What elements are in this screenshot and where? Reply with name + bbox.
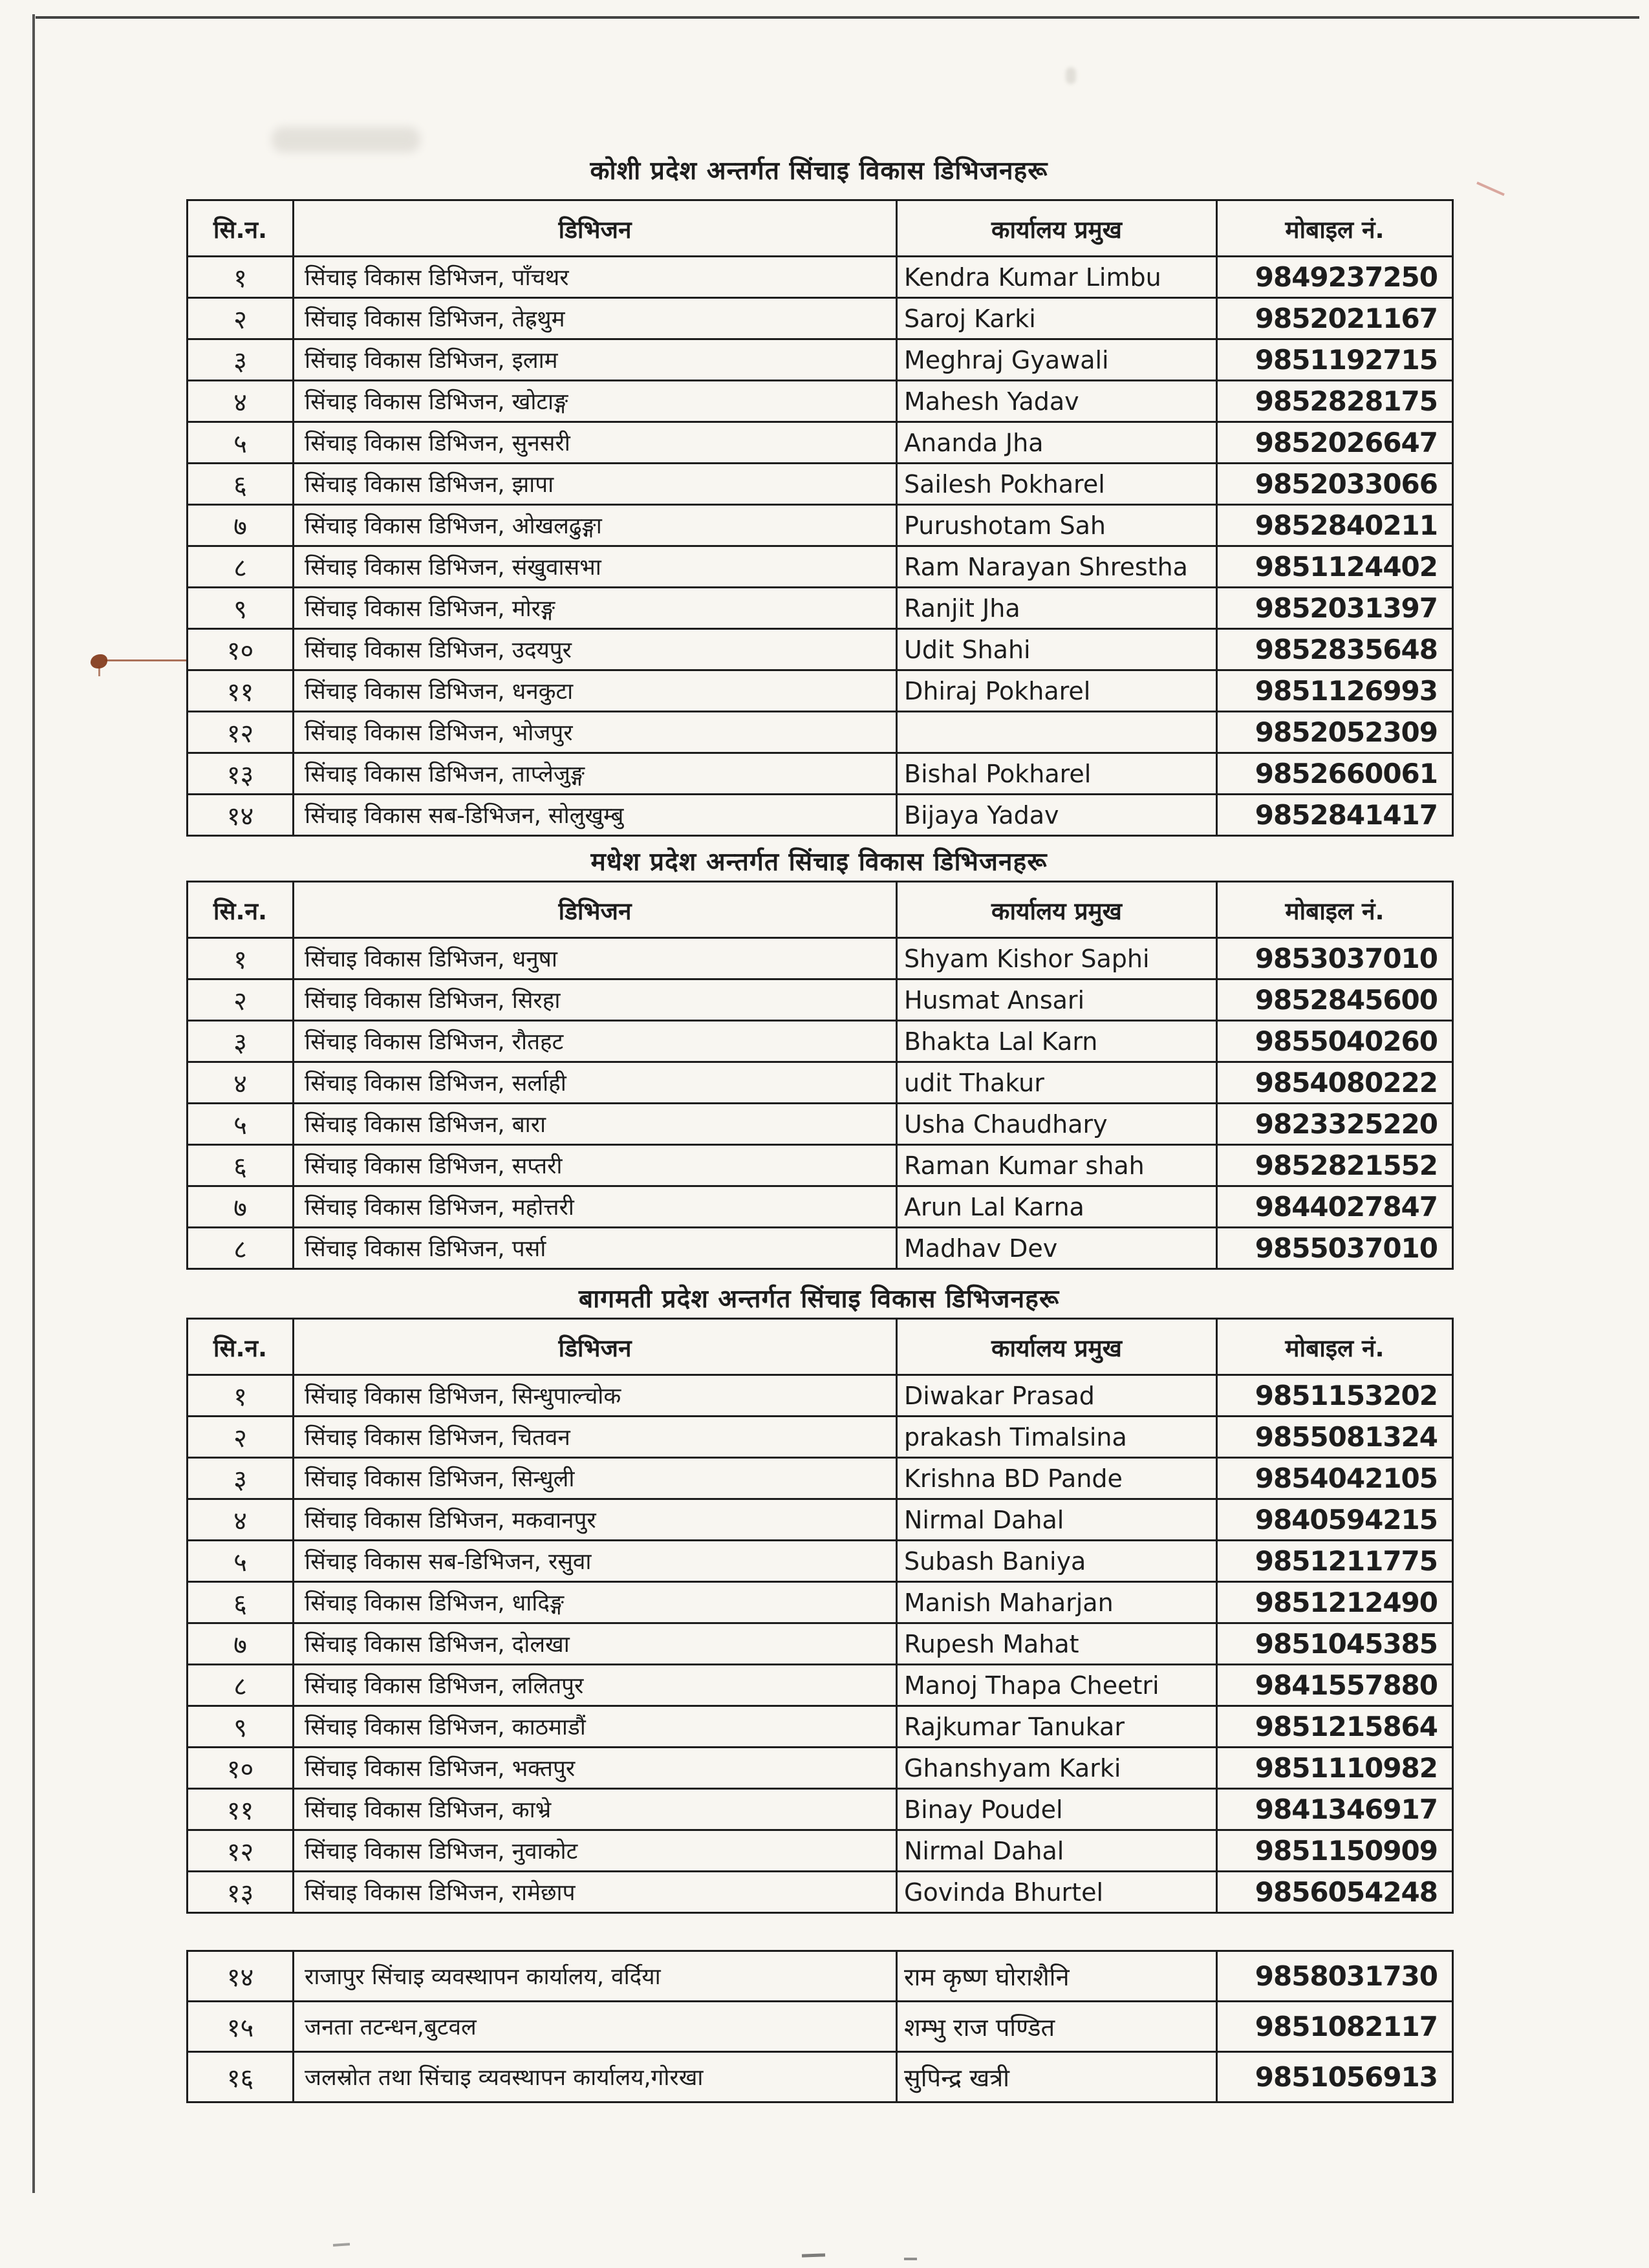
- table-row: [188, 1145, 1453, 1186]
- cell-sn: ३: [188, 1021, 294, 1062]
- cell-chief: Shyam Kishor Saphi: [897, 938, 1217, 979]
- table-row: [188, 546, 1453, 588]
- cell-sn: ६: [188, 464, 294, 505]
- table-row: [188, 1021, 1453, 1062]
- cell-chief: Binay Poudel: [897, 1789, 1217, 1830]
- table-row: [188, 1706, 1453, 1748]
- cell-sn: ११: [188, 1789, 294, 1830]
- cell-mobile: 9851056913: [1217, 2052, 1453, 2102]
- scan-speck: [333, 2243, 350, 2247]
- header-office-chief: कार्यालय प्रमुख: [897, 882, 1217, 938]
- pen-mark-blob: [91, 654, 107, 669]
- header-mobile-number: मोबाइल नं.: [1217, 1319, 1453, 1375]
- cell-division: सिंचाइ विकास डिभिजन, भक्तपुर: [294, 1748, 897, 1789]
- cell-sn: ९: [188, 588, 294, 629]
- koshi-table-body: [188, 257, 1453, 836]
- cell-division: सिंचाइ विकास डिभिजन, धनकुटा: [294, 670, 897, 712]
- cell-mobile: 9858031730: [1217, 1951, 1453, 2002]
- cell-chief: Diwakar Prasad: [897, 1375, 1217, 1417]
- cell-mobile: 9855081324: [1217, 1417, 1453, 1458]
- cell-division: सिंचाइ विकास डिभिजन, महोत्तरी: [294, 1186, 897, 1228]
- cell-chief: Rupesh Mahat: [897, 1623, 1217, 1665]
- cell-chief: राम कृष्ण घोराशैनि: [897, 1951, 1217, 2002]
- cell-division: सिंचाइ विकास डिभिजन, इलाम: [294, 339, 897, 381]
- cell-chief: Madhav Dev: [897, 1228, 1217, 1269]
- cell-mobile: 9854042105: [1217, 1458, 1453, 1499]
- cell-chief: Kendra Kumar Limbu: [897, 257, 1217, 298]
- cell-division: सिंचाइ विकास सब-डिभिजन, रसुवा: [294, 1541, 897, 1582]
- cell-mobile: 9851124402: [1217, 546, 1453, 588]
- madhesh-table-body: [188, 938, 1453, 1269]
- table-row: [188, 1748, 1453, 1789]
- cell-division: सिंचाइ विकास डिभिजन, सप्तरी: [294, 1145, 897, 1186]
- cell-division: सिंचाइ विकास डिभिजन, धनुषा: [294, 938, 897, 979]
- cell-division: सिंचाइ विकास डिभिजन, काठमाडौं: [294, 1706, 897, 1748]
- header-division: डिभिजन: [294, 200, 897, 257]
- pen-mark-line: [105, 659, 188, 661]
- cell-mobile: 9849237250: [1217, 257, 1453, 298]
- table-row: [188, 670, 1453, 712]
- table-row: [188, 505, 1453, 546]
- cell-sn: १६: [188, 2052, 294, 2102]
- cell-mobile: 9841557880: [1217, 1665, 1453, 1706]
- cell-mobile: 9855040260: [1217, 1021, 1453, 1062]
- table-row: [188, 1872, 1453, 1913]
- cell-division: सिंचाइ विकास डिभिजन, सिन्धुपाल्चोक: [294, 1375, 897, 1417]
- cell-chief: Mahesh Yadav: [897, 381, 1217, 422]
- cell-mobile: 9851212490: [1217, 1582, 1453, 1623]
- cell-sn: ७: [188, 1186, 294, 1228]
- document-content: [186, 149, 1452, 2103]
- koshi-table-title: कोशी प्रदेश अन्तर्गत सिंचाइ विकास डिभिजनहरू: [590, 156, 1048, 186]
- cell-chief: Ghanshyam Karki: [897, 1748, 1217, 1789]
- cell-mobile: 9851045385: [1217, 1623, 1453, 1665]
- table-row: [188, 2002, 1453, 2052]
- cell-chief: Govinda Bhurtel: [897, 1872, 1217, 1913]
- cell-sn: ४: [188, 1062, 294, 1104]
- cell-sn: १: [188, 257, 294, 298]
- cell-mobile: 9844027847: [1217, 1186, 1453, 1228]
- cell-mobile: 9852828175: [1217, 381, 1453, 422]
- cell-chief: Rajkumar Tanukar: [897, 1706, 1217, 1748]
- scan-speck: [904, 2258, 917, 2260]
- cell-chief: Usha Chaudhary: [897, 1104, 1217, 1145]
- pen-mark-drip: [98, 666, 100, 676]
- table-row: [188, 938, 1453, 979]
- cell-chief: Bijaya Yadav: [897, 795, 1217, 836]
- cell-division: सिंचाइ विकास डिभिजन, रौतहट: [294, 1021, 897, 1062]
- table-row: [188, 979, 1453, 1021]
- cell-sn: १२: [188, 712, 294, 753]
- table-row: [188, 1541, 1453, 1582]
- cell-sn: २: [188, 298, 294, 339]
- header-serial-number: सि.न.: [188, 882, 294, 938]
- cell-division: सिंचाइ विकास डिभिजन, तेह्रथुम: [294, 298, 897, 339]
- cell-chief: Arun Lal Karna: [897, 1186, 1217, 1228]
- table-row: [188, 422, 1453, 464]
- table-row: [188, 1186, 1453, 1228]
- table-row: [188, 1499, 1453, 1541]
- table-row: [188, 257, 1453, 298]
- cell-sn: १०: [188, 629, 294, 670]
- cell-division: सिंचाइ विकास डिभिजन, बारा: [294, 1104, 897, 1145]
- cell-mobile: 9852835648: [1217, 629, 1453, 670]
- header-division: डिभिजन: [294, 882, 897, 938]
- section-other-offices: [186, 1950, 1452, 2103]
- madhesh-table-title: मधेश प्रदेश अन्तर्गत सिंचाइ विकास डिभिजनहरू: [590, 847, 1048, 877]
- bagmati-table-title: बागमती प्रदेश अन्तर्गत सिंचाइ विकास डिभिजनहरू: [578, 1284, 1060, 1314]
- cell-division: सिंचाइ विकास डिभिजन, उदयपुर: [294, 629, 897, 670]
- cell-mobile: 9840594215: [1217, 1499, 1453, 1541]
- cell-division: सिंचाइ विकास सब-डिभिजन, सोलुखुम्बु: [294, 795, 897, 836]
- cell-mobile: 9854080222: [1217, 1062, 1453, 1104]
- table-row: [188, 1830, 1453, 1872]
- cell-mobile: 9851150909: [1217, 1830, 1453, 1872]
- table-row: [188, 381, 1453, 422]
- cell-mobile: 9851126993: [1217, 670, 1453, 712]
- cell-chief: Meghraj Gyawali: [897, 339, 1217, 381]
- cell-mobile: 9823325220: [1217, 1104, 1453, 1145]
- cell-chief: Husmat Ansari: [897, 979, 1217, 1021]
- cell-sn: १२: [188, 1830, 294, 1872]
- cell-sn: ५: [188, 1541, 294, 1582]
- cell-sn: १५: [188, 2002, 294, 2052]
- cell-sn: १४: [188, 795, 294, 836]
- cell-sn: १४: [188, 1951, 294, 2002]
- table-row: [188, 1375, 1453, 1417]
- cell-sn: ८: [188, 546, 294, 588]
- cell-mobile: 9852033066: [1217, 464, 1453, 505]
- cell-chief: Subash Baniya: [897, 1541, 1217, 1582]
- cell-division: सिंचाइ विकास डिभिजन, भोजपुर: [294, 712, 897, 753]
- header-mobile-number: मोबाइल नं.: [1217, 200, 1453, 257]
- cell-division: सिंचाइ विकास डिभिजन, सुनसरी: [294, 422, 897, 464]
- cell-division: सिंचाइ विकास डिभिजन, संखुवासभा: [294, 546, 897, 588]
- cell-chief: Manoj Thapa Cheetri: [897, 1665, 1217, 1706]
- cell-chief: Bhakta Lal Karn: [897, 1021, 1217, 1062]
- section-bagmati: [186, 1280, 1452, 1914]
- cell-sn: ५: [188, 1104, 294, 1145]
- cell-sn: ६: [188, 1582, 294, 1623]
- cell-chief: Ranjit Jha: [897, 588, 1217, 629]
- red-pen-tick: [1476, 182, 1505, 196]
- header-mobile-number: मोबाइल नं.: [1217, 882, 1453, 938]
- cell-mobile: 9853037010: [1217, 938, 1453, 979]
- bagmati-header-row: [188, 1319, 1453, 1375]
- table-row: [188, 795, 1453, 836]
- cell-sn: ७: [188, 1623, 294, 1665]
- section-madhesh: [186, 843, 1452, 1270]
- cell-mobile: 9841346917: [1217, 1789, 1453, 1830]
- other-offices-table-body: [188, 1951, 1453, 2102]
- cell-division: जलस्रोत तथा सिंचाइ व्यवस्थापन कार्यालय,गोरखा: [294, 2052, 897, 2102]
- koshi-table: [186, 199, 1454, 837]
- cell-mobile: 9851211775: [1217, 1541, 1453, 1582]
- cell-sn: ११: [188, 670, 294, 712]
- cell-division: सिंचाइ विकास डिभिजन, काभ्रे: [294, 1789, 897, 1830]
- cell-mobile: 9852821552: [1217, 1145, 1453, 1186]
- cell-division: सिंचाइ विकास डिभिजन, ताप्लेजुङ्ग: [294, 753, 897, 795]
- table-row: [188, 629, 1453, 670]
- cell-chief: Nirmal Dahal: [897, 1499, 1217, 1541]
- header-office-chief: कार्यालय प्रमुख: [897, 200, 1217, 257]
- scan-edge-line-left: [32, 14, 35, 2193]
- bagmati-table-body: [188, 1375, 1453, 1913]
- cell-division: सिंचाइ विकास डिभिजन, खोटाङ्ग: [294, 381, 897, 422]
- cell-sn: ३: [188, 1458, 294, 1499]
- cell-chief: सुपिन्द्र खत्री: [897, 2052, 1217, 2102]
- madhesh-header-row: [188, 882, 1453, 938]
- cell-chief: [897, 712, 1217, 753]
- section-koshi: [186, 149, 1452, 837]
- cell-division: सिंचाइ विकास डिभिजन, सिन्धुली: [294, 1458, 897, 1499]
- cell-sn: १: [188, 1375, 294, 1417]
- cell-division: सिंचाइ विकास डिभिजन, झापा: [294, 464, 897, 505]
- cell-mobile: 9851110982: [1217, 1748, 1453, 1789]
- cell-sn: ५: [188, 422, 294, 464]
- cell-division: सिंचाइ विकास डिभिजन, रामेछाप: [294, 1872, 897, 1913]
- cell-mobile: 9851215864: [1217, 1706, 1453, 1748]
- cell-sn: ३: [188, 339, 294, 381]
- cell-chief: Manish Maharjan: [897, 1582, 1217, 1623]
- cell-division: सिंचाइ विकास डिभिजन, दोलखा: [294, 1623, 897, 1665]
- table-row: [188, 1417, 1453, 1458]
- cell-chief: Raman Kumar shah: [897, 1145, 1217, 1186]
- cell-chief: Dhiraj Pokharel: [897, 670, 1217, 712]
- cell-chief: Ram Narayan Shrestha: [897, 546, 1217, 588]
- table-row: [188, 464, 1453, 505]
- scan-smudge-small: [1066, 67, 1076, 84]
- cell-division: सिंचाइ विकास डिभिजन, मोरङ्ग: [294, 588, 897, 629]
- table-row: [188, 1458, 1453, 1499]
- table-row: [188, 712, 1453, 753]
- cell-division: सिंचाइ विकास डिभिजन, सर्लाही: [294, 1062, 897, 1104]
- cell-chief: Ananda Jha: [897, 422, 1217, 464]
- table-row: [188, 1228, 1453, 1269]
- cell-chief: Saroj Karki: [897, 298, 1217, 339]
- table-row: [188, 753, 1453, 795]
- cell-division: सिंचाइ विकास डिभिजन, नुवाकोट: [294, 1830, 897, 1872]
- cell-mobile: 9852052309: [1217, 712, 1453, 753]
- header-office-chief: कार्यालय प्रमुख: [897, 1319, 1217, 1375]
- cell-division: जनता तटन्धन,बुटवल: [294, 2002, 897, 2052]
- cell-chief: Nirmal Dahal: [897, 1830, 1217, 1872]
- cell-sn: ७: [188, 505, 294, 546]
- bagmati-table: [186, 1318, 1454, 1914]
- cell-chief: शम्भु राज पण्डित: [897, 2002, 1217, 2052]
- cell-mobile: 9852841417: [1217, 795, 1453, 836]
- cell-chief: Sailesh Pokharel: [897, 464, 1217, 505]
- table-row: [188, 1789, 1453, 1830]
- cell-sn: १: [188, 938, 294, 979]
- cell-chief: prakash Timalsina: [897, 1417, 1217, 1458]
- cell-division: सिंचाइ विकास डिभिजन, पाँचथर: [294, 257, 897, 298]
- table-row: [188, 1062, 1453, 1104]
- cell-mobile: 9852021167: [1217, 298, 1453, 339]
- cell-sn: ४: [188, 1499, 294, 1541]
- table-row: [188, 2052, 1453, 2102]
- madhesh-table: [186, 881, 1454, 1270]
- cell-chief: Bishal Pokharel: [897, 753, 1217, 795]
- table-row: [188, 1623, 1453, 1665]
- cell-mobile: 9852026647: [1217, 422, 1453, 464]
- cell-mobile: 9851192715: [1217, 339, 1453, 381]
- table-row: [188, 1951, 1453, 2002]
- table-row: [188, 339, 1453, 381]
- cell-chief: Krishna BD Pande: [897, 1458, 1217, 1499]
- header-serial-number: सि.न.: [188, 200, 294, 257]
- cell-division: सिंचाइ विकास डिभिजन, ओखलढुङ्गा: [294, 505, 897, 546]
- cell-sn: १०: [188, 1748, 294, 1789]
- header-division: डिभिजन: [294, 1319, 897, 1375]
- header-serial-number: सि.न.: [188, 1319, 294, 1375]
- cell-sn: २: [188, 979, 294, 1021]
- cell-sn: १३: [188, 1872, 294, 1913]
- scan-speck: [802, 2253, 825, 2257]
- table-row: [188, 1104, 1453, 1145]
- cell-sn: ४: [188, 381, 294, 422]
- cell-sn: ९: [188, 1706, 294, 1748]
- cell-mobile: 9856054248: [1217, 1872, 1453, 1913]
- cell-sn: ८: [188, 1228, 294, 1269]
- cell-division: राजापुर सिंचाइ व्यवस्थापन कार्यालय, वर्दिया: [294, 1951, 897, 2002]
- cell-sn: ६: [188, 1145, 294, 1186]
- cell-division: सिंचाइ विकास डिभिजन, सिरहा: [294, 979, 897, 1021]
- cell-division: सिंचाइ विकास डिभिजन, धादिङ्ग: [294, 1582, 897, 1623]
- scan-edge-line-top: [36, 16, 1639, 19]
- cell-chief: udit Thakur: [897, 1062, 1217, 1104]
- cell-division: सिंचाइ विकास डिभिजन, पर्सा: [294, 1228, 897, 1269]
- cell-chief: Purushotam Sah: [897, 505, 1217, 546]
- cell-sn: १३: [188, 753, 294, 795]
- table-row: [188, 588, 1453, 629]
- cell-sn: २: [188, 1417, 294, 1458]
- koshi-header-row: [188, 200, 1453, 257]
- table-row: [188, 298, 1453, 339]
- cell-mobile: 9851082117: [1217, 2002, 1453, 2052]
- cell-mobile: 9852660061: [1217, 753, 1453, 795]
- cell-mobile: 9855037010: [1217, 1228, 1453, 1269]
- cell-mobile: 9852031397: [1217, 588, 1453, 629]
- table-row: [188, 1582, 1453, 1623]
- table-row: [188, 1665, 1453, 1706]
- cell-mobile: 9852840211: [1217, 505, 1453, 546]
- cell-division: सिंचाइ विकास डिभिजन, चितवन: [294, 1417, 897, 1458]
- cell-chief: Udit Shahi: [897, 629, 1217, 670]
- cell-division: सिंचाइ विकास डिभिजन, मकवानपुर: [294, 1499, 897, 1541]
- cell-sn: ८: [188, 1665, 294, 1706]
- cell-mobile: 9851153202: [1217, 1375, 1453, 1417]
- cell-mobile: 9852845600: [1217, 979, 1453, 1021]
- cell-division: सिंचाइ विकास डिभिजन, ललितपुर: [294, 1665, 897, 1706]
- other-offices-table: [186, 1950, 1454, 2103]
